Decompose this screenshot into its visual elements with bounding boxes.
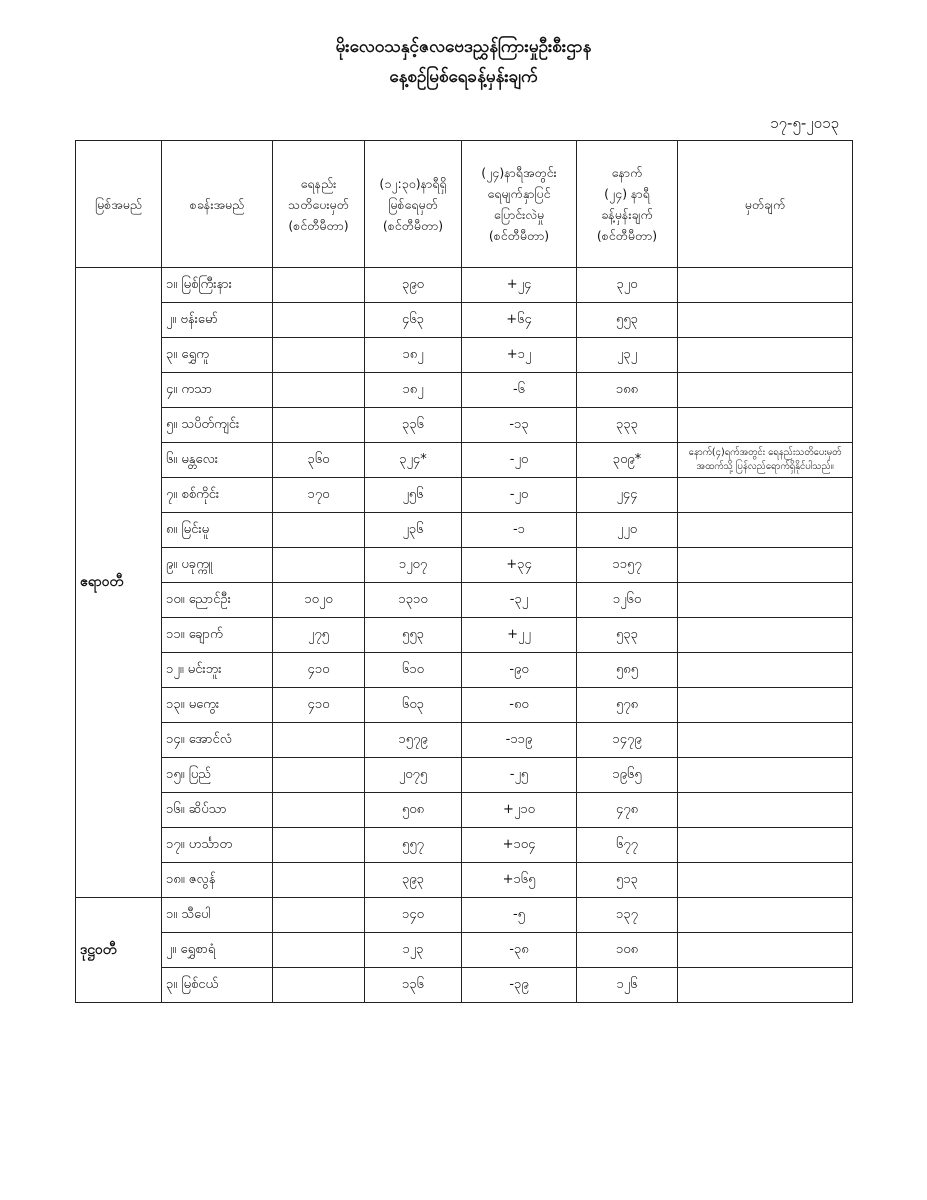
table-row [76, 618, 853, 653]
header-row [76, 141, 853, 268]
table-row [76, 793, 853, 828]
current-level-cell: ၁၂၃ [365, 933, 462, 968]
remark-cell [678, 548, 853, 583]
table-row [76, 478, 853, 513]
current-level-cell: ၁၂၀၇ [365, 548, 462, 583]
current-level-cell: ၃၂၄* [365, 443, 462, 478]
table-row [76, 758, 853, 793]
remark-cell [678, 583, 853, 618]
forecast-cell: ၁၂၆ [577, 968, 678, 1003]
current-level-cell: ၂၅၆ [365, 478, 462, 513]
current-level-cell: ၁၈၂ [365, 373, 462, 408]
change-cell: +၁၀၄ [462, 828, 577, 863]
remark-cell [678, 653, 853, 688]
header-current-line: (စင်တီမီတာ) [382, 217, 444, 233]
station-cell: ၁၄။ အောင်လံ [162, 723, 273, 758]
table-row [76, 513, 853, 548]
forecast-cell: ၅၈၅ [577, 653, 678, 688]
danger-level-cell [273, 898, 365, 933]
river-name-cell: ဧရာဝတီ [76, 268, 162, 898]
danger-level-cell [273, 758, 365, 793]
header-forecast-line: ခန့်မှန်းချက် [601, 207, 653, 222]
remark-cell [678, 898, 853, 933]
remark-cell [678, 373, 853, 408]
station-cell: ၉။ ပခုက္ကူ [162, 548, 273, 583]
table-row [76, 338, 853, 373]
station-cell: ၁၈။ ဇလွန် [162, 863, 273, 898]
table-row [76, 583, 853, 618]
change-cell: -၉၀ [462, 653, 577, 688]
station-cell: ၇။ စစ်ကိုင်း [162, 478, 273, 513]
station-cell: ၈။ မြင်းမူ [162, 513, 273, 548]
header-current-line: မြစ်ရေမှတ် [388, 196, 438, 212]
change-cell: +၂၁၀ [462, 793, 577, 828]
danger-level-cell [273, 828, 365, 863]
header-current-line: (၁၂:၃၀)နာရီရှိ [379, 175, 447, 191]
header-change [462, 141, 577, 268]
change-cell: -၁၁၉ [462, 723, 577, 758]
table-row [76, 898, 853, 933]
current-level-cell: ၃၉၀ [365, 268, 462, 303]
remark-cell [678, 723, 853, 758]
danger-level-cell: ၄၁၀ [273, 653, 365, 688]
change-cell: +၆၄ [462, 303, 577, 338]
station-cell: ၁၅။ ပြည် [162, 758, 273, 793]
remark-cell [678, 408, 853, 443]
change-cell: -၃၉ [462, 968, 577, 1003]
current-level-cell: ၁၃၆ [365, 968, 462, 1003]
remark-cell [678, 688, 853, 723]
table-row [76, 268, 853, 303]
change-cell: -၈၀ [462, 688, 577, 723]
table-row [76, 653, 853, 688]
header-forecast-line: (၂၄) နာရီ [604, 186, 650, 201]
danger-level-cell: ၁၀၂၀ [273, 583, 365, 618]
station-cell: ၂။ ရွှေစာရံ [162, 933, 273, 968]
danger-level-cell [273, 303, 365, 338]
header-change-line: (၂၄)နာရီအတွင်း [481, 165, 557, 180]
change-cell: +၃၄ [462, 548, 577, 583]
station-cell: ၃။ ရွှေကူ [162, 338, 273, 373]
header-river: မြစ်အမည် [76, 141, 162, 268]
current-level-cell: ၅၅၃ [365, 618, 462, 653]
current-level-cell: ၅၀၈ [365, 793, 462, 828]
current-level-cell: ၁၅၇၉ [365, 723, 462, 758]
danger-level-cell [273, 268, 365, 303]
table-body [76, 268, 853, 1003]
forecast-cell: ၄၇၈ [577, 793, 678, 828]
forecast-cell: ၁၈၈ [577, 373, 678, 408]
current-level-cell: ၁၄၀ [365, 898, 462, 933]
current-level-cell: ၂၀၇၅ [365, 758, 462, 793]
danger-level-cell [273, 968, 365, 1003]
change-cell: -၂၅ [462, 758, 577, 793]
change-cell: -၁၃ [462, 408, 577, 443]
change-cell: -၅ [462, 898, 577, 933]
table-row [76, 303, 853, 338]
table-row [76, 443, 853, 478]
current-level-cell: ၆၁၀ [365, 653, 462, 688]
remark-cell [678, 828, 853, 863]
danger-level-cell [273, 513, 365, 548]
change-cell: -၆ [462, 373, 577, 408]
station-cell: ၄။ ကသာ [162, 373, 273, 408]
header-forecast-line: (စင်တီမီတာ) [596, 228, 658, 243]
report-subtitle: နေ့စဉ်မြစ်ရေခန့်မှန်းချက် [389, 67, 538, 87]
report-date: ၁၇-၅-၂၀၁၃ [770, 114, 839, 132]
remark-cell [678, 618, 853, 653]
change-cell: +၁၆၅ [462, 863, 577, 898]
table-row [76, 548, 853, 583]
danger-level-cell [273, 863, 365, 898]
forecast-cell: ၁၉၆၅ [577, 758, 678, 793]
station-cell: ၁၆။ ဆိပ်သာ [162, 793, 273, 828]
header-change-line: ရေမျက်နှာပြင် [487, 186, 551, 201]
station-cell: ၆။ မန္တလေး [162, 443, 273, 478]
forecast-cell: ၁၁၅၇ [577, 548, 678, 583]
current-level-cell: ၂၃၆ [365, 513, 462, 548]
forecast-cell: ၁၃၇ [577, 898, 678, 933]
danger-level-cell: ၂၇၅ [273, 618, 365, 653]
station-cell: ၂။ ဗန်းမော် [162, 303, 273, 338]
river-name-cell: ဒုဋ္ဌဝတီ [76, 898, 162, 1003]
forecast-cell: ၅၃၃ [577, 618, 678, 653]
forecast-cell: ၅၅၃ [577, 303, 678, 338]
remark-cell [678, 268, 853, 303]
forecast-cell: ၆၇၇ [577, 828, 678, 863]
header-danger-line: (စင်တီမီတာ) [288, 217, 349, 233]
danger-level-cell [273, 933, 365, 968]
table-row [76, 408, 853, 443]
danger-level-cell [273, 793, 365, 828]
table-row [76, 968, 853, 1003]
table-row [76, 723, 853, 758]
station-cell: ၅။ သပိတ်ကျင်း [162, 408, 273, 443]
remark-cell [678, 513, 853, 548]
danger-level-cell [273, 373, 365, 408]
header-danger-line: ရေနည်း [300, 175, 337, 191]
header-change-line: ပြောင်းလဲမှု [493, 207, 545, 222]
forecast-cell: ၂၄၄ [577, 478, 678, 513]
forecast-cell: ၅၁၃ [577, 863, 678, 898]
report-title: မိုးလေဝသနှင့်ဇလဗေဒညွှန်ကြားမှုဦးစီးဌာန [335, 37, 592, 57]
forecast-cell: ၁၄၇၉ [577, 723, 678, 758]
danger-level-cell: ၁၇၀ [273, 478, 365, 513]
header-current [365, 141, 462, 268]
remark-cell: နောက်(၄)ရက်အတွင်း ရေနည်းသတိပေးမှတ်အထက်သို့ ပြန်လည်ရောက်ရှိနိုင်ပါသည်။ [678, 443, 853, 478]
change-cell: -၁ [462, 513, 577, 548]
forecast-cell: ၅၇၈ [577, 688, 678, 723]
forecast-cell: ၃၃၃ [577, 408, 678, 443]
current-level-cell: ၅၅၇ [365, 828, 462, 863]
remark-cell [678, 863, 853, 898]
remark-cell [678, 968, 853, 1003]
remark-cell [678, 793, 853, 828]
header-forecast-line: နောက် [611, 165, 643, 180]
header-danger [273, 141, 365, 268]
remark-cell [678, 758, 853, 793]
river-forecast-table [75, 140, 853, 1003]
change-cell: -၂၀ [462, 443, 577, 478]
header-change-line: (စင်တီမီတာ) [488, 228, 550, 243]
header-forecast [577, 141, 678, 268]
forecast-cell: ၂၃၂ [577, 338, 678, 373]
table-row [76, 828, 853, 863]
danger-level-cell: ၃၆၀ [273, 443, 365, 478]
station-cell: ၁၃။ မကွေး [162, 688, 273, 723]
table-row [76, 688, 853, 723]
change-cell: -၃၈ [462, 933, 577, 968]
danger-level-cell [273, 408, 365, 443]
forecast-cell: ၃၀၉* [577, 443, 678, 478]
table-row [76, 933, 853, 968]
change-cell: +၁၂ [462, 338, 577, 373]
change-cell: -၃၂ [462, 583, 577, 618]
station-cell: ၁၂။ မင်းဘူး [162, 653, 273, 688]
station-cell: ၁၀။ ညောင်ဦး [162, 583, 273, 618]
danger-level-cell: ၄၁၀ [273, 688, 365, 723]
station-cell: ၁။ သီပေါ [162, 898, 273, 933]
station-cell: ၁၁။ ချောက် [162, 618, 273, 653]
danger-level-cell [273, 548, 365, 583]
change-cell: +၂၄ [462, 268, 577, 303]
danger-level-cell [273, 723, 365, 758]
header-danger-line: သတိပေးမှတ် [288, 196, 349, 212]
forecast-cell: ၂၂၀ [577, 513, 678, 548]
forecast-cell: ၁၀၈ [577, 933, 678, 968]
header-remarks: မှတ်ချက် [678, 141, 853, 268]
remark-cell [678, 338, 853, 373]
current-level-cell: ၁၃၁၀ [365, 583, 462, 618]
danger-level-cell [273, 338, 365, 373]
change-cell: -၂၀ [462, 478, 577, 513]
change-cell: +၂၂ [462, 618, 577, 653]
remark-cell [678, 933, 853, 968]
header-station: စခန်းအမည် [162, 141, 273, 268]
current-level-cell: ၃၉၃ [365, 863, 462, 898]
station-cell: ၃။ မြစ်ငယ် [162, 968, 273, 1003]
station-cell: ၁။ မြစ်ကြီးနား [162, 268, 273, 303]
forecast-cell: ၁၂၆၀ [577, 583, 678, 618]
remark-cell [678, 478, 853, 513]
table-row [76, 373, 853, 408]
station-cell: ၁၇။ ဟင်္သာတ [162, 828, 273, 863]
current-level-cell: ၆၀၃ [365, 688, 462, 723]
current-level-cell: ၁၈၂ [365, 338, 462, 373]
remark-cell [678, 303, 853, 338]
table-row [76, 863, 853, 898]
forecast-cell: ၃၂၀ [577, 268, 678, 303]
current-level-cell: ၃၃၆ [365, 408, 462, 443]
current-level-cell: ၄၆၃ [365, 303, 462, 338]
